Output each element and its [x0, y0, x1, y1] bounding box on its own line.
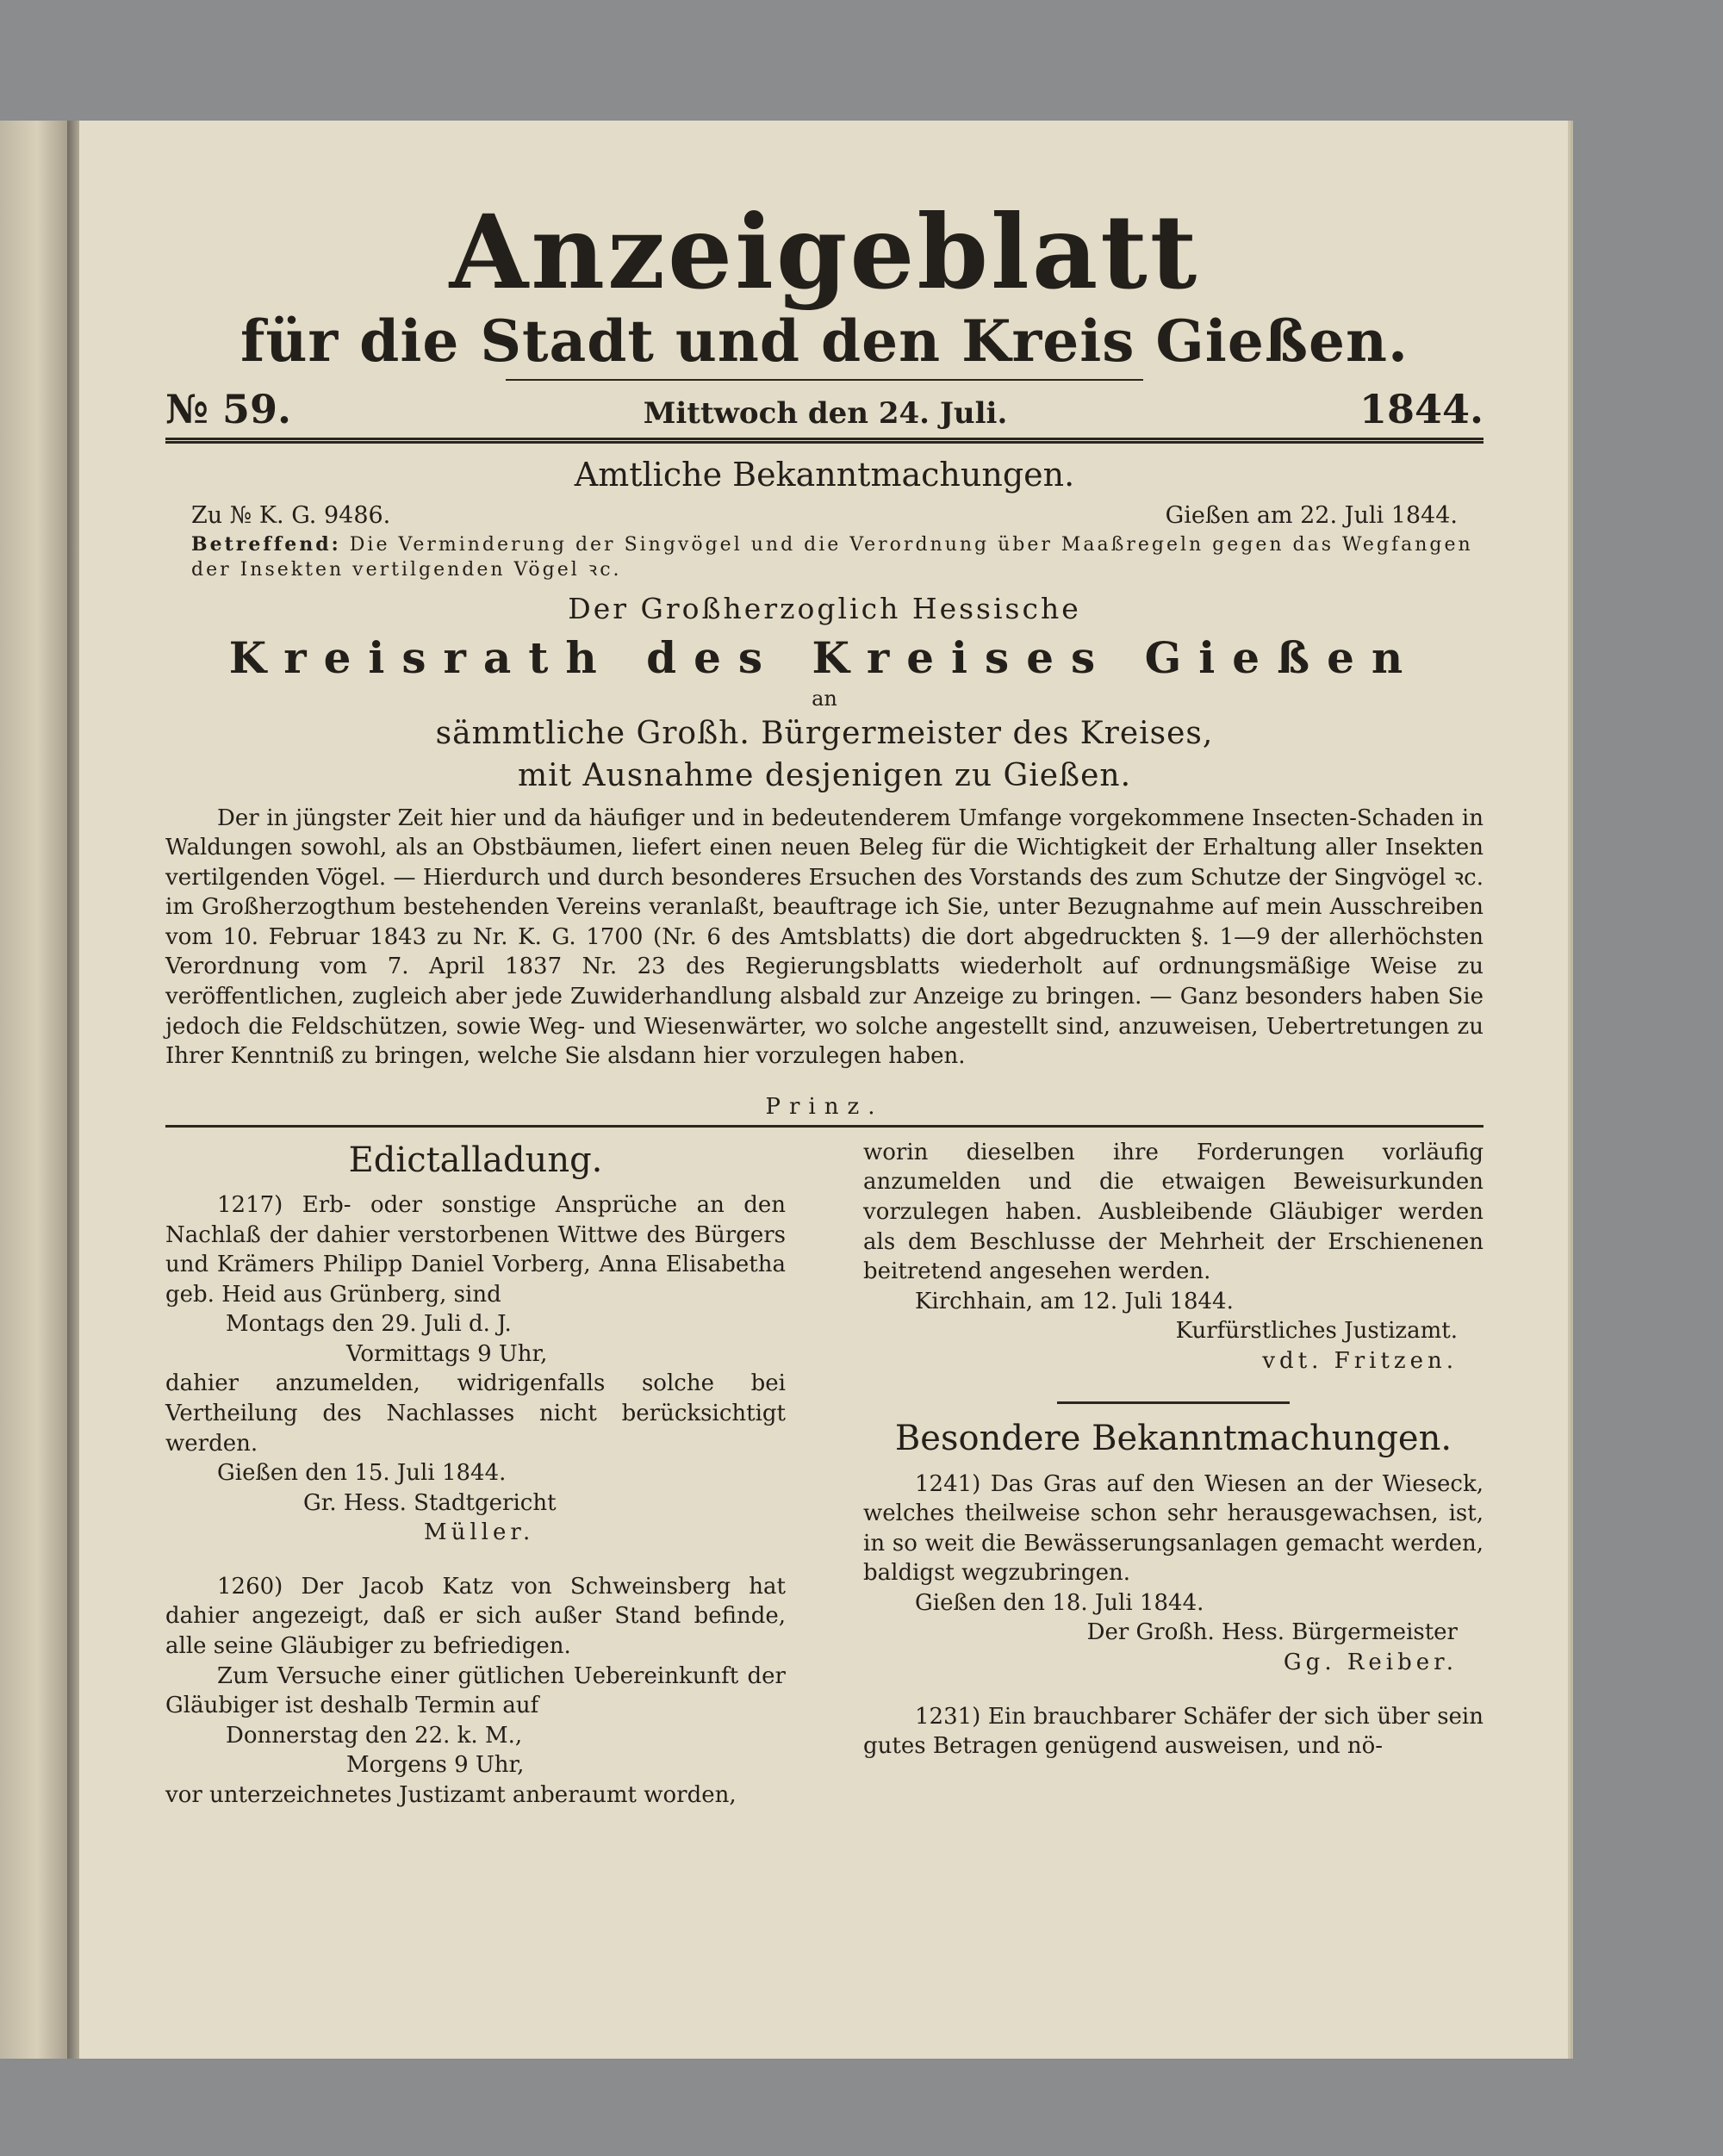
- notice-1217-signature: Müller.: [424, 1519, 535, 1546]
- notice-1260-date: Donnerstag den 22. k. M.,: [226, 1722, 523, 1749]
- addressee-line-1: sämmtliche Großh. Bürgermeister des Kreises,: [435, 715, 1214, 751]
- right-column: [863, 1138, 1484, 1811]
- notice-1260-end: vor unterzeichnetes Justizamt anberaumt worden,: [165, 1781, 737, 1808]
- notice-1217-place: Gießen den 15. Juli 1844.: [217, 1460, 507, 1487]
- two-column-section: [165, 1138, 1484, 1811]
- subject-text: Die Verminderung der Singvögel und die Verordnung über Maaßregeln gegen das Wegfangen der Insekten vertilgenden Vögel ꝛc.: [191, 534, 1473, 581]
- issuing-authority: Kreisrath des Kreises Gießen: [228, 631, 1421, 683]
- notice-1260-signature: vdt. Fritzen.: [1262, 1347, 1458, 1374]
- masthead-double-rule: [165, 438, 1484, 444]
- masthead-rule: [506, 379, 1143, 381]
- official-notices-heading: Amtliche Bekanntmachungen.: [574, 456, 1075, 494]
- notice-1260-text2: Zum Versuche einer gütlichen Uebereinkunft der Gläubiger ist deshalb Termin auf: [165, 1662, 786, 1719]
- newspaper-page: [79, 121, 1568, 2059]
- issue-year: 1844.: [1359, 386, 1484, 433]
- issue-number: № 59.: [165, 386, 292, 433]
- special-notices-heading: Besondere Bekanntmachungen.: [894, 1419, 1452, 1459]
- issue-dateline: [165, 386, 1484, 432]
- edict-heading: Edictalladung.: [348, 1140, 603, 1180]
- subject-label: Betreffend:: [191, 533, 341, 556]
- adjacent-page-edge: [0, 121, 67, 2059]
- notice-1260-time: Morgens 9 Uhr,: [346, 1752, 525, 1779]
- masthead-subtitle: für die Stadt und den Kreis Gießen.: [240, 307, 1409, 375]
- left-column: [165, 1138, 786, 1811]
- notice-1217-court: Gr. Hess. Stadtgericht: [303, 1489, 557, 1516]
- issuer-line: Der Großherzoglich Hessische: [568, 591, 1081, 625]
- reference-line: [165, 502, 1484, 529]
- decree-body: Der in jüngster Zeit hier und da häufiger und in bedeutenderem Umfange vorgekommene Insecten-Schaden in Waldungen sowohl, als an Obstbäumen, liefert einen neuen Beleg für die Wichtigkeit der Erhaltung aller Insekten vertilgenden Vögel. — Hierdurch und durch besonderes Ersuchen des Vorstands des zum Schutze der Singvögel ꝛc. im Großherzogthum bestehenden Vereins veranlaßt, beauftrage ich Sie, unter Bezugnahme auf mein Ausschreiben vom 10. Februar 1843 zu Nr. K. G. 1700 (Nr. 6 des Amtsblatts) die dort abgedruckten §. 1—9 der allerhöchsten Verordnung vom 7. April 1837 Nr. 23 des Regierungsblatts wiederholt auf ordnungsmäßige Weise zu veröffentlichen, zugleich aber jede Zuwiderhandlung alsbald zur Anzeige zu bringen. — Ganz besonders haben Sie jedoch die Feldschützen, sowie Weg- und Wiesenwärter, wo solche angestellt sind, anzuweisen, Uebertretungen zu Ihrer Kenntniß zu bringen, welche Sie alsdann hier vorzulegen haben.: [165, 805, 1484, 1070]
- notice-1260-text: 1260) Der Jacob Katz von Schweinsberg hat dahier angezeigt, daß er sich außer Stand befinde, alle seine Gläubiger zu befriedigen.: [165, 1573, 786, 1660]
- notice-1241-place: Gießen den 18. Juli 1844.: [915, 1589, 1204, 1616]
- section-rule: [165, 1125, 1484, 1128]
- notice-1260-continuation: worin dieselben ihre Forderungen vorläufig anzumelden und die etwaigen Beweisurkunden vorzulegen haben. Ausbleibende Gläubiger werden als dem Beschlusse der Mehrheit der Erschienenen beitretend angesehen werden.: [863, 1139, 1484, 1285]
- notice-1241-office: Der Großh. Hess. Bürgermeister: [1086, 1619, 1458, 1646]
- masthead-title: Anzeigeblatt: [449, 192, 1200, 312]
- subject-line: [165, 532, 1484, 582]
- notice-1231-text: 1231) Ein brauchbarer Schäfer der sich über sein gutes Betragen genügend ausweisen, und nö-: [863, 1703, 1484, 1760]
- notice-1217-date: Montags den 29. Juli d. J.: [226, 1311, 512, 1338]
- notice-1217-rest: dahier anzumelden, widrigenfalls solche bei Vertheilung des Nachlasses nicht berücksichtigt werden.: [165, 1370, 786, 1457]
- notice-date: Gießen am 22. Juli 1844.: [1165, 502, 1458, 530]
- notice-1217-time: Vormittags 9 Uhr,: [346, 1340, 548, 1367]
- issue-date: Mittwoch den 24. Juli.: [643, 396, 1008, 432]
- notice-1241-text: 1241) Das Gras auf den Wiesen an der Wieseck, welches theilweise schon sehr herausgewachsen, ist, in so weit die Bewässerungsanlagen gemacht werden, baldigst wegzubringen.: [863, 1470, 1484, 1587]
- reference-number: Zu № K. G. 9486.: [191, 502, 391, 530]
- addressee-line-2: mit Ausnahme desjenigen zu Gießen.: [517, 757, 1132, 793]
- to-word: an: [812, 686, 837, 711]
- notice-1260-office: Kurfürstliches Justizamt.: [1175, 1318, 1458, 1345]
- short-divider: [1057, 1401, 1290, 1404]
- notice-1241-signature: Gg. Reiber.: [1283, 1650, 1458, 1676]
- page-content: [165, 192, 1484, 1811]
- notice-1260-place: Kirchhain, am 12. Juli 1844.: [915, 1288, 1234, 1314]
- notice-1217-text: 1217) Erb- oder sonstige Ansprüche an den Nachlaß der dahier verstorbenen Wittwe des Bürgers und Krämers Philipp Daniel Vorberg, Anna Elisabetha geb. Heid aus Grünberg, sind: [165, 1191, 786, 1308]
- decree-signature: Prinz.: [765, 1093, 884, 1120]
